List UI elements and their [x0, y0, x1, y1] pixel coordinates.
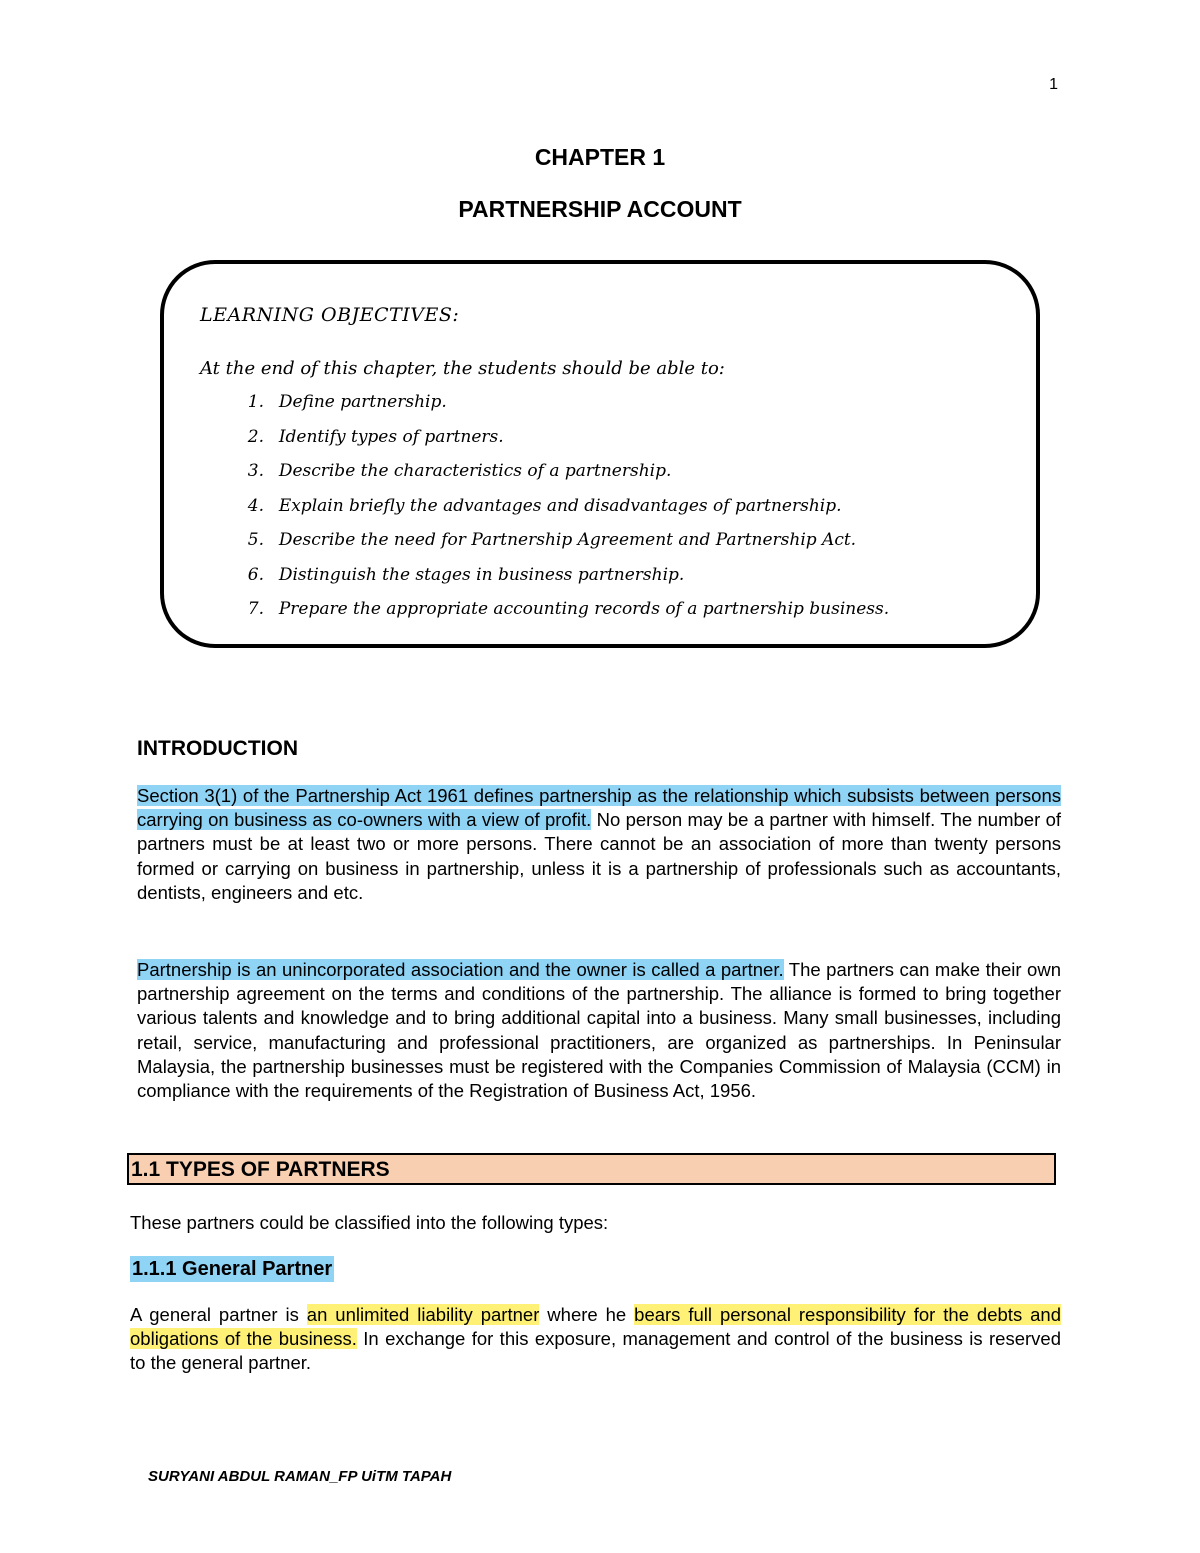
- list-item: [200, 496, 889, 531]
- page-number: 1: [1049, 76, 1058, 93]
- introduction-heading: INTRODUCTION: [137, 737, 298, 760]
- general-partner-heading: 1.1.1 General Partner: [132, 1258, 333, 1280]
- paragraph-text: No person may be a partner with himself. The number of partners must be at least two or more persons. There cannot be an association of more than twenty persons formed or carrying on business in partnership, unless it is a partnership of professionals such as accountants, dentists, engineers and etc.: [137, 809, 1061, 903]
- highlight-unlimited-liability: an unlimited liability partner: [306, 1304, 540, 1325]
- objectives-heading: LEARNING OBJECTIVES:: [200, 304, 460, 326]
- item-number: 7.: [247, 599, 264, 619]
- introduction-paragraph-1: [137, 784, 1061, 905]
- general-partner-paragraph: [130, 1303, 1061, 1376]
- list-item: [200, 461, 889, 496]
- item-text: Describe the need for Partnership Agreement and Partnership Act.: [278, 530, 857, 550]
- item-number: 1.: [247, 392, 264, 412]
- list-item: [200, 530, 889, 565]
- item-text: Define partnership.: [278, 392, 447, 412]
- paragraph-text: A general partner is: [130, 1304, 307, 1325]
- item-text: Describe the characteristics of a partnership.: [278, 461, 672, 481]
- item-text: Prepare the appropriate accounting records of a partnership business.: [278, 599, 890, 619]
- list-item: [200, 565, 889, 600]
- list-item: [200, 599, 889, 634]
- objectives-intro: At the end of this chapter, the students should be able to:: [200, 358, 725, 379]
- introduction-paragraph-2: [137, 958, 1061, 1103]
- list-item: [200, 427, 889, 462]
- paragraph-text: where he: [539, 1304, 635, 1325]
- page-title: PARTNERSHIP ACCOUNT: [458, 196, 742, 222]
- item-number: 3.: [247, 461, 264, 481]
- chapter-title: CHAPTER 1: [534, 144, 666, 170]
- item-text: Distinguish the stages in business partnership.: [278, 564, 685, 585]
- item-text: Explain briefly the advantages and disadvantages of partnership.: [278, 495, 842, 516]
- list-item: [200, 392, 889, 427]
- item-text: Identify types of partners.: [278, 426, 504, 447]
- item-number: 6.: [247, 564, 264, 585]
- learning-objectives-box: [160, 260, 1040, 648]
- paragraph-text: The partners can make their own partnership agreement on the terms and conditions of the partnership. The alliance is formed to bring together various talents and knowledge and to bring additional capital into a business. Many small businesses, including retail, service, manufacturing and professional practitioners, are organized as partnerships. In Peninsular Malaysia, the partnership businesses must be registered with the Companies Commission of Malaysia (CCM) in compliance with the requirements of the Registration of Business Act, 1956.: [137, 959, 1062, 1102]
- objectives-list: [200, 392, 889, 634]
- highlight-definition: Section 3(1) of the Partnership Act 1961 defines partnership as the relationship which subsists between persons carrying on business as co-owners with a view of profit.: [137, 785, 1061, 831]
- types-intro: These partners could be classified into the following types:: [130, 1212, 609, 1233]
- paragraph-text: In exchange for this exposure, management and control of the business is reserved to the general partner.: [130, 1328, 1061, 1374]
- item-number: 5.: [247, 530, 264, 550]
- item-number: 4.: [247, 495, 264, 516]
- highlight-responsibility: bears full personal responsibility for the debts and obligations of the business.: [130, 1304, 1061, 1350]
- item-number: 2.: [247, 426, 264, 447]
- highlight-partnership: Partnership is an unincorporated association and the owner is called a partner.: [137, 959, 784, 980]
- types-of-partners-heading: 1.1 TYPES OF PARTNERS: [127, 1153, 1056, 1185]
- footer-author: SURYANI ABDUL RAMAN_FP UiTM TAPAH: [148, 1468, 452, 1485]
